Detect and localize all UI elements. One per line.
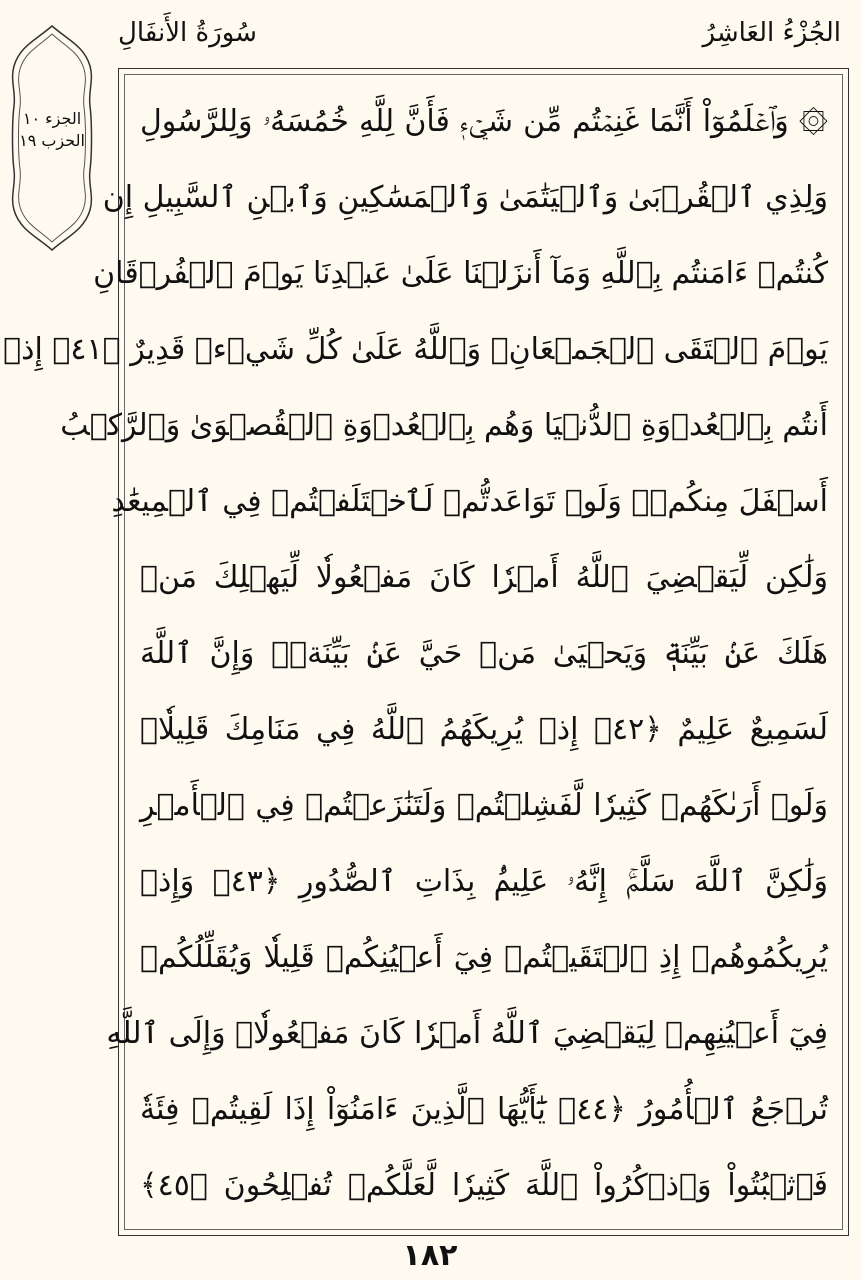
- text-line-8: هَلَكَ عَنۢ بَيِّنَةٖ وَيَحۡيَىٰ مَنۡ حَيَّ عَنۢ بَيِّنَةٖۗ وَإِنَّ ٱللَّهَ: [140, 636, 828, 671]
- text-line-12: يُرِيكُمُوهُمۡ إِذِ ٱلۡتَقَيۡتُمۡ فِيٓ أَعۡيُنِكُمۡ قَلِيلٗا وَيُقَلِّلُكُمۡ: [140, 940, 828, 975]
- text-line-6: أَسۡفَلَ مِنكُمۡۚ وَلَوۡ تَوَاعَدتُّمۡ لَٱخۡتَلَفۡتُمۡ فِي ٱلۡمِيعَٰدِ: [111, 484, 828, 519]
- juz-name-header: الجُزْءُ العَاشِرُ: [702, 18, 841, 48]
- text-line-7: وَلَٰكِن لِّيَقۡضِيَ ٱللَّهُ أَمۡرٗا كَانَ مَفۡعُولٗا لِّيَهۡلِكَ مَنۡ: [140, 560, 828, 595]
- text-line-5: أَنتُم بِٱلۡعُدۡوَةِ ٱلدُّنۡيَا وَهُم بِٱلۡعُدۡوَةِ ٱلۡقُصۡوَىٰ وَٱلرَّكۡبُ: [60, 408, 828, 443]
- juz-hizb-badge: [6, 22, 98, 254]
- text-line-10: وَلَوۡ أَرَىٰكَهُمۡ كَثِيرٗا لَّفَشِلۡتُمۡ وَلَتَنَٰزَعۡتُمۡ فِي ٱلۡأَمۡرِ: [140, 788, 828, 823]
- text-line-14: تُرۡجَعُ ٱلۡأُمُورُ ﴿٤٤﴾ يَٰٓأَيُّهَا ٱلَّذِينَ ءَامَنُوٓاْ إِذَا لَقِيتُمۡ فِئَةٗ: [140, 1092, 828, 1127]
- hizb-label: الحزب ١٩: [19, 131, 85, 150]
- text-line-1: ۞ وَٱعۡلَمُوٓاْ أَنَّمَا غَنِمۡتُم مِّن شَيۡءٖ فَأَنَّ لِلَّهِ خُمُسَهُۥ وَلِلرَّسُولِ: [140, 104, 828, 139]
- text-line-3: كُنتُمۡ ءَامَنتُم بِٱللَّهِ وَمَآ أَنزَلۡنَا عَلَىٰ عَبۡدِنَا يَوۡمَ ٱلۡفُرۡقَانِ: [93, 256, 828, 291]
- surah-name-header: سُورَةُ الأَنفَالِ: [118, 18, 257, 48]
- text-line-11: وَلَٰكِنَّ ٱللَّهَ سَلَّمَۚ إِنَّهُۥ عَلِيمُۢ بِذَاتِ ٱلصُّدُورِ ﴿٤٣﴾ وَإِذۡ: [140, 864, 828, 899]
- juz-label: الجزء ١٠: [22, 109, 82, 128]
- text-line-2: وَلِذِي ٱلۡقُرۡبَىٰ وَٱلۡيَتَٰمَىٰ وَٱلۡمَسَٰكِينِ وَٱبۡنِ ٱلسَّبِيلِ إِن: [102, 180, 828, 215]
- text-line-13: فِيٓ أَعۡيُنِهِمۡ لِيَقۡضِيَ ٱللَّهُ أَمۡرٗا كَانَ مَفۡعُولٗاۗ وَإِلَى ٱللَّهِ: [106, 1016, 828, 1051]
- page-number: ١٨٢: [402, 1238, 458, 1273]
- text-line-4: يَوۡمَ ٱلۡتَقَى ٱلۡجَمۡعَانِۗ وَٱللَّهُ عَلَىٰ كُلِّ شَيۡءٖ قَدِيرٌ ﴿٤١﴾ إِذۡ: [3, 332, 828, 367]
- text-line-15: فَٱثۡبُتُواْ وَٱذۡكُرُواْ ٱللَّهَ كَثِيرٗا لَّعَلَّكُمۡ تُفۡلِحُونَ ﴿٤٥﴾: [140, 1168, 828, 1203]
- text-line-9: لَسَمِيعٌ عَلِيمٌ ﴿٤٢﴾ إِذۡ يُرِيكَهُمُ ٱللَّهُ فِي مَنَامِكَ قَلِيلٗاۖ: [140, 712, 828, 747]
